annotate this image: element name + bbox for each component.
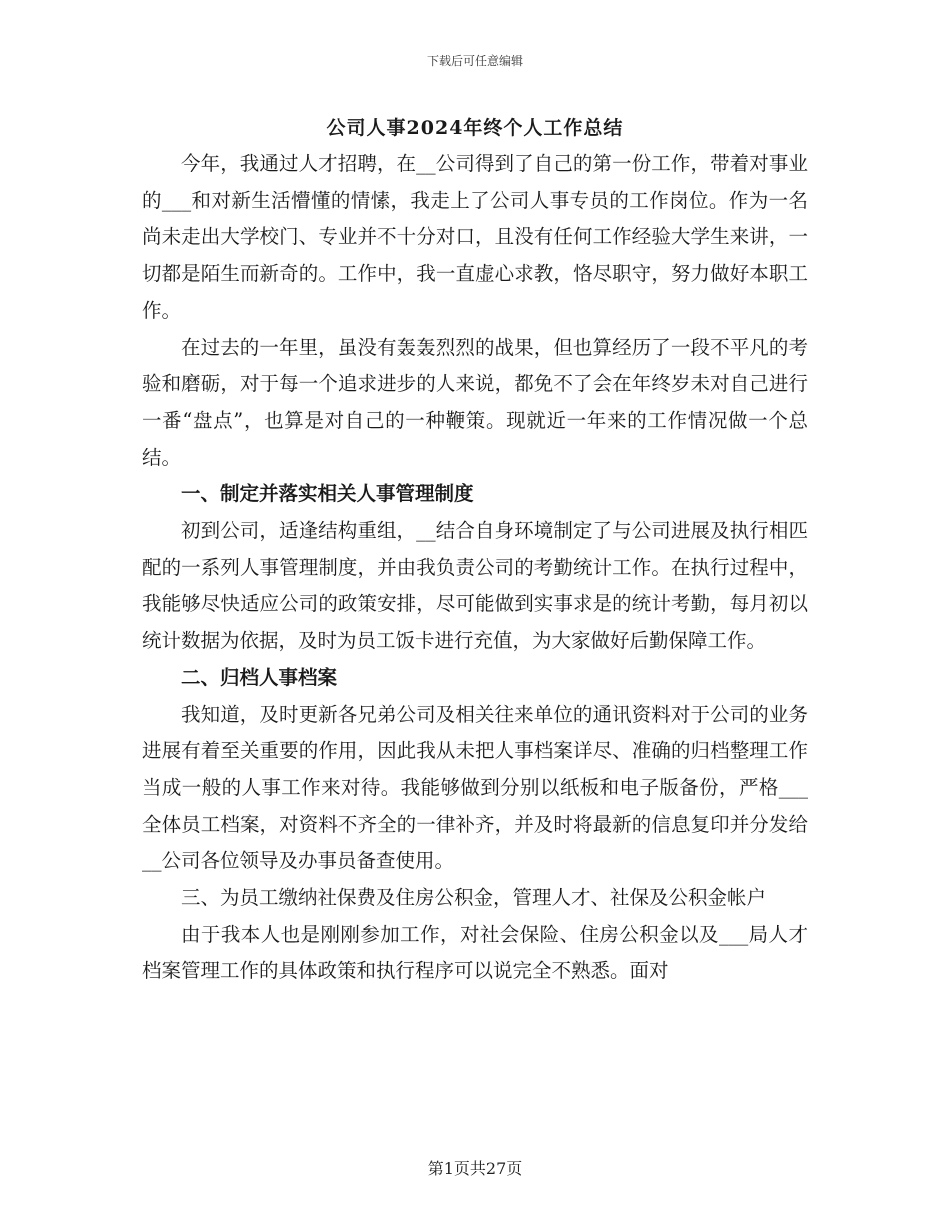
paragraph-section-2: 我知道，及时更新各兄弟公司及相关往来单位的通讯资料对于公司的业务进展有着至关重要的作用，因此我从未把人事档案详尽、准确的归档整理工作当成一般的人事工作来对待。我能够做到分别以纸板和电子版备份，严格___全体员工档案，对资料不齐全的一律补齐，并及时将最新的信息复印并分发给__公司各位领导及办事员备查使用。 — [142, 702, 808, 873]
section-heading-3: 三、为员工缴纳社保费及住房公积金，管理人才、社保及公积金帐户 — [181, 886, 767, 910]
header-note: 下载后可任意编辑 — [426, 54, 523, 68]
document-title: 公司人事2024年终个人工作总结 — [326, 117, 624, 139]
section-heading-1: 一、制定并落实相关人事管理制度 — [181, 482, 474, 506]
paragraph-section-3: 由于我本人也是刚刚参加工作，对社会保险、住房公积金以及___局人才档案管理工作的具体政策和执行程序可以说完全不熟悉。面对 — [142, 922, 808, 983]
paragraph-review: 在过去的一年里，虽没有轰轰烈烈的战果，但也算经历了一段不平凡的考验和磨砺，对于每一个追求进步的人来说，都免不了会在年终岁未对自己进行一番“盘点”，也算是对自己的一种鞭策。现就近一年来的工作情况做一个总结。 — [142, 335, 808, 469]
page-footer: 第1页共27页 — [427, 1159, 523, 1178]
paragraph-section-1: 初到公司，适逢结构重组，__结合自身环境制定了与公司进展及执行相匹配的一系列人事管理制度，并由我负责公司的考勤统计工作。在执行过程中，我能够尽快适应公司的政策安排，尽可能做到实事求是的统计考勤，每月初以统计数据为依据，及时为员工饭卡进行充值，为大家做好后勤保障工作。 — [142, 519, 808, 653]
section-heading-2: 二、归档人事档案 — [181, 665, 338, 689]
document-body — [142, 146, 808, 990]
paragraph-intro: 今年，我通过人才招聘，在__公司得到了自己的第一份工作，带着对事业的___和对新生活懵懂的情愫，我走上了公司人事专员的工作岗位。作为一名尚未走出大学校门、专业并不十分对口，且没有任何工作经验大学生来讲，一切都是陌生而新奇的。工作中，我一直虚心求教，恪尽职守，努力做好本职工作。 — [142, 152, 808, 322]
